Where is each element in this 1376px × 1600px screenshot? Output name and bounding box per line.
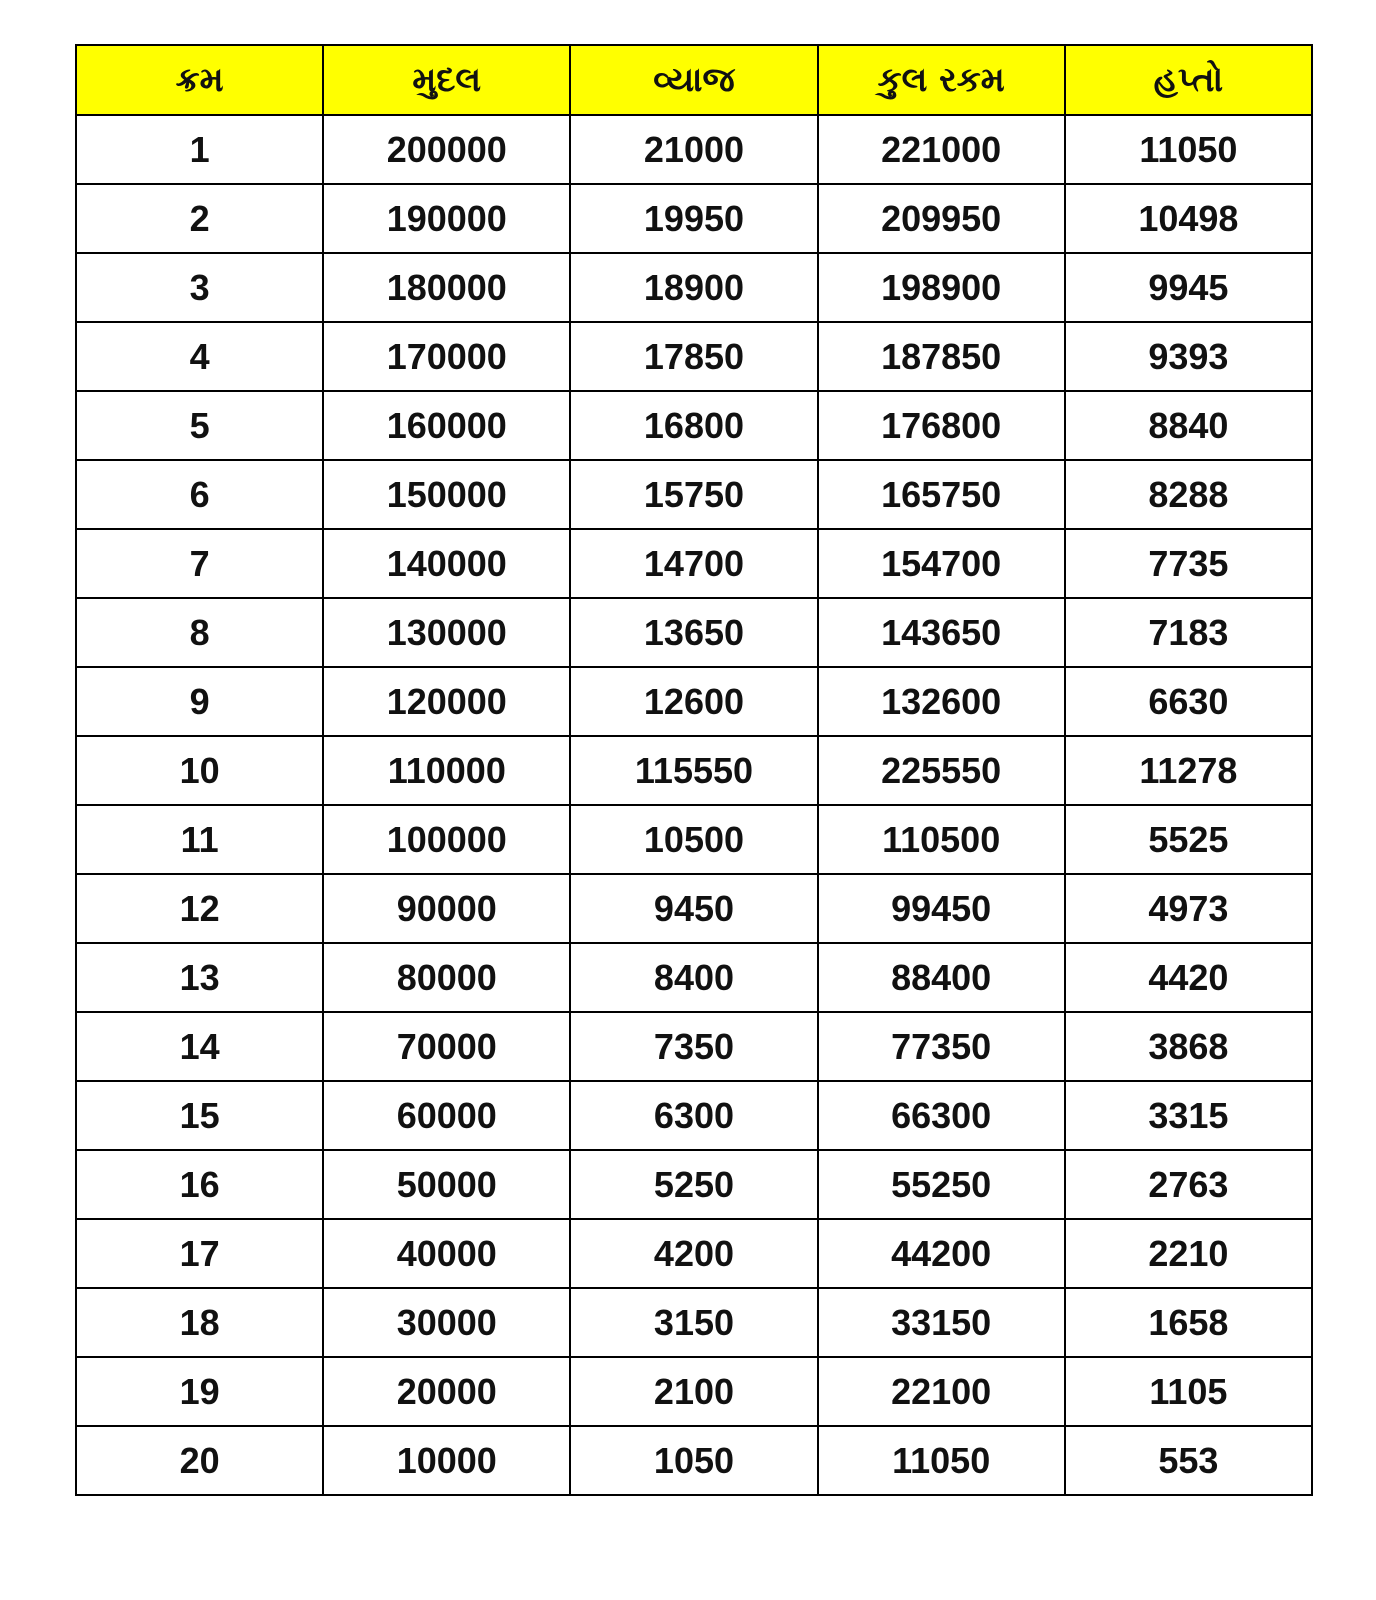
serial-cell: 12 bbox=[76, 874, 323, 943]
total-amount-cell: 22100 bbox=[818, 1357, 1065, 1426]
table-row bbox=[76, 667, 1312, 736]
header-row bbox=[76, 45, 1312, 115]
installment-cell: 11278 bbox=[1065, 736, 1312, 805]
interest-cell: 13650 bbox=[570, 598, 817, 667]
serial-cell: 5 bbox=[76, 391, 323, 460]
installment-cell: 6630 bbox=[1065, 667, 1312, 736]
column-header-interest: વ્યાજ bbox=[570, 45, 817, 115]
total-amount-cell: 225550 bbox=[818, 736, 1065, 805]
serial-cell: 17 bbox=[76, 1219, 323, 1288]
column-header-serial: ક્રમ bbox=[76, 45, 323, 115]
principal-cell: 70000 bbox=[323, 1012, 570, 1081]
table-row bbox=[76, 115, 1312, 184]
total-amount-cell: 88400 bbox=[818, 943, 1065, 1012]
table-row bbox=[76, 391, 1312, 460]
interest-cell: 3150 bbox=[570, 1288, 817, 1357]
loan-schedule-table bbox=[75, 44, 1313, 1496]
table-row bbox=[76, 1357, 1312, 1426]
table-row bbox=[76, 1081, 1312, 1150]
installment-cell: 5525 bbox=[1065, 805, 1312, 874]
installment-cell: 9393 bbox=[1065, 322, 1312, 391]
installment-cell: 3315 bbox=[1065, 1081, 1312, 1150]
interest-cell: 10500 bbox=[570, 805, 817, 874]
interest-cell: 15750 bbox=[570, 460, 817, 529]
serial-cell: 19 bbox=[76, 1357, 323, 1426]
total-amount-cell: 110500 bbox=[818, 805, 1065, 874]
interest-cell: 4200 bbox=[570, 1219, 817, 1288]
serial-cell: 1 bbox=[76, 115, 323, 184]
principal-cell: 80000 bbox=[323, 943, 570, 1012]
serial-cell: 10 bbox=[76, 736, 323, 805]
table-row bbox=[76, 1150, 1312, 1219]
installment-cell: 2763 bbox=[1065, 1150, 1312, 1219]
interest-cell: 18900 bbox=[570, 253, 817, 322]
total-amount-cell: 77350 bbox=[818, 1012, 1065, 1081]
serial-cell: 16 bbox=[76, 1150, 323, 1219]
table-row bbox=[76, 1288, 1312, 1357]
principal-cell: 90000 bbox=[323, 874, 570, 943]
table-body bbox=[76, 115, 1312, 1495]
total-amount-cell: 198900 bbox=[818, 253, 1065, 322]
installment-cell: 9945 bbox=[1065, 253, 1312, 322]
installment-cell: 3868 bbox=[1065, 1012, 1312, 1081]
installment-cell: 4420 bbox=[1065, 943, 1312, 1012]
total-amount-cell: 44200 bbox=[818, 1219, 1065, 1288]
interest-cell: 9450 bbox=[570, 874, 817, 943]
principal-cell: 200000 bbox=[323, 115, 570, 184]
total-amount-cell: 165750 bbox=[818, 460, 1065, 529]
total-amount-cell: 132600 bbox=[818, 667, 1065, 736]
serial-cell: 2 bbox=[76, 184, 323, 253]
serial-cell: 14 bbox=[76, 1012, 323, 1081]
principal-cell: 140000 bbox=[323, 529, 570, 598]
installment-cell: 8288 bbox=[1065, 460, 1312, 529]
table-row bbox=[76, 805, 1312, 874]
principal-cell: 100000 bbox=[323, 805, 570, 874]
principal-cell: 120000 bbox=[323, 667, 570, 736]
interest-cell: 8400 bbox=[570, 943, 817, 1012]
table-row bbox=[76, 460, 1312, 529]
total-amount-cell: 66300 bbox=[818, 1081, 1065, 1150]
installment-cell: 1658 bbox=[1065, 1288, 1312, 1357]
table-row bbox=[76, 322, 1312, 391]
table-row bbox=[76, 874, 1312, 943]
interest-cell: 19950 bbox=[570, 184, 817, 253]
serial-cell: 11 bbox=[76, 805, 323, 874]
interest-cell: 2100 bbox=[570, 1357, 817, 1426]
interest-cell: 6300 bbox=[570, 1081, 817, 1150]
table-row bbox=[76, 1012, 1312, 1081]
loan-schedule-sheet bbox=[75, 44, 1313, 1496]
principal-cell: 50000 bbox=[323, 1150, 570, 1219]
table-row bbox=[76, 253, 1312, 322]
principal-cell: 40000 bbox=[323, 1219, 570, 1288]
total-amount-cell: 187850 bbox=[818, 322, 1065, 391]
table-row bbox=[76, 736, 1312, 805]
principal-cell: 60000 bbox=[323, 1081, 570, 1150]
interest-cell: 12600 bbox=[570, 667, 817, 736]
principal-cell: 180000 bbox=[323, 253, 570, 322]
principal-cell: 30000 bbox=[323, 1288, 570, 1357]
table-row bbox=[76, 1426, 1312, 1495]
table-row bbox=[76, 529, 1312, 598]
column-header-principal: મુદલ bbox=[323, 45, 570, 115]
serial-cell: 6 bbox=[76, 460, 323, 529]
installment-cell: 7183 bbox=[1065, 598, 1312, 667]
principal-cell: 190000 bbox=[323, 184, 570, 253]
principal-cell: 130000 bbox=[323, 598, 570, 667]
column-header-total-amount: કુલ રકમ bbox=[818, 45, 1065, 115]
interest-cell: 7350 bbox=[570, 1012, 817, 1081]
serial-cell: 13 bbox=[76, 943, 323, 1012]
principal-cell: 20000 bbox=[323, 1357, 570, 1426]
installment-cell: 10498 bbox=[1065, 184, 1312, 253]
principal-cell: 160000 bbox=[323, 391, 570, 460]
serial-cell: 8 bbox=[76, 598, 323, 667]
total-amount-cell: 154700 bbox=[818, 529, 1065, 598]
principal-cell: 10000 bbox=[323, 1426, 570, 1495]
installment-cell: 11050 bbox=[1065, 115, 1312, 184]
principal-cell: 150000 bbox=[323, 460, 570, 529]
serial-cell: 20 bbox=[76, 1426, 323, 1495]
serial-cell: 7 bbox=[76, 529, 323, 598]
total-amount-cell: 55250 bbox=[818, 1150, 1065, 1219]
total-amount-cell: 209950 bbox=[818, 184, 1065, 253]
total-amount-cell: 221000 bbox=[818, 115, 1065, 184]
table-row bbox=[76, 184, 1312, 253]
table-row bbox=[76, 598, 1312, 667]
total-amount-cell: 11050 bbox=[818, 1426, 1065, 1495]
interest-cell: 5250 bbox=[570, 1150, 817, 1219]
serial-cell: 15 bbox=[76, 1081, 323, 1150]
serial-cell: 9 bbox=[76, 667, 323, 736]
total-amount-cell: 99450 bbox=[818, 874, 1065, 943]
installment-cell: 1105 bbox=[1065, 1357, 1312, 1426]
interest-cell: 14700 bbox=[570, 529, 817, 598]
column-header-installment: હપ્તો bbox=[1065, 45, 1312, 115]
interest-cell: 115550 bbox=[570, 736, 817, 805]
serial-cell: 18 bbox=[76, 1288, 323, 1357]
principal-cell: 170000 bbox=[323, 322, 570, 391]
installment-cell: 8840 bbox=[1065, 391, 1312, 460]
interest-cell: 16800 bbox=[570, 391, 817, 460]
serial-cell: 3 bbox=[76, 253, 323, 322]
table-header bbox=[76, 45, 1312, 115]
interest-cell: 17850 bbox=[570, 322, 817, 391]
installment-cell: 4973 bbox=[1065, 874, 1312, 943]
interest-cell: 1050 bbox=[570, 1426, 817, 1495]
installment-cell: 7735 bbox=[1065, 529, 1312, 598]
total-amount-cell: 33150 bbox=[818, 1288, 1065, 1357]
interest-cell: 21000 bbox=[570, 115, 817, 184]
serial-cell: 4 bbox=[76, 322, 323, 391]
installment-cell: 553 bbox=[1065, 1426, 1312, 1495]
principal-cell: 110000 bbox=[323, 736, 570, 805]
installment-cell: 2210 bbox=[1065, 1219, 1312, 1288]
table-row bbox=[76, 1219, 1312, 1288]
table-row bbox=[76, 943, 1312, 1012]
total-amount-cell: 143650 bbox=[818, 598, 1065, 667]
total-amount-cell: 176800 bbox=[818, 391, 1065, 460]
